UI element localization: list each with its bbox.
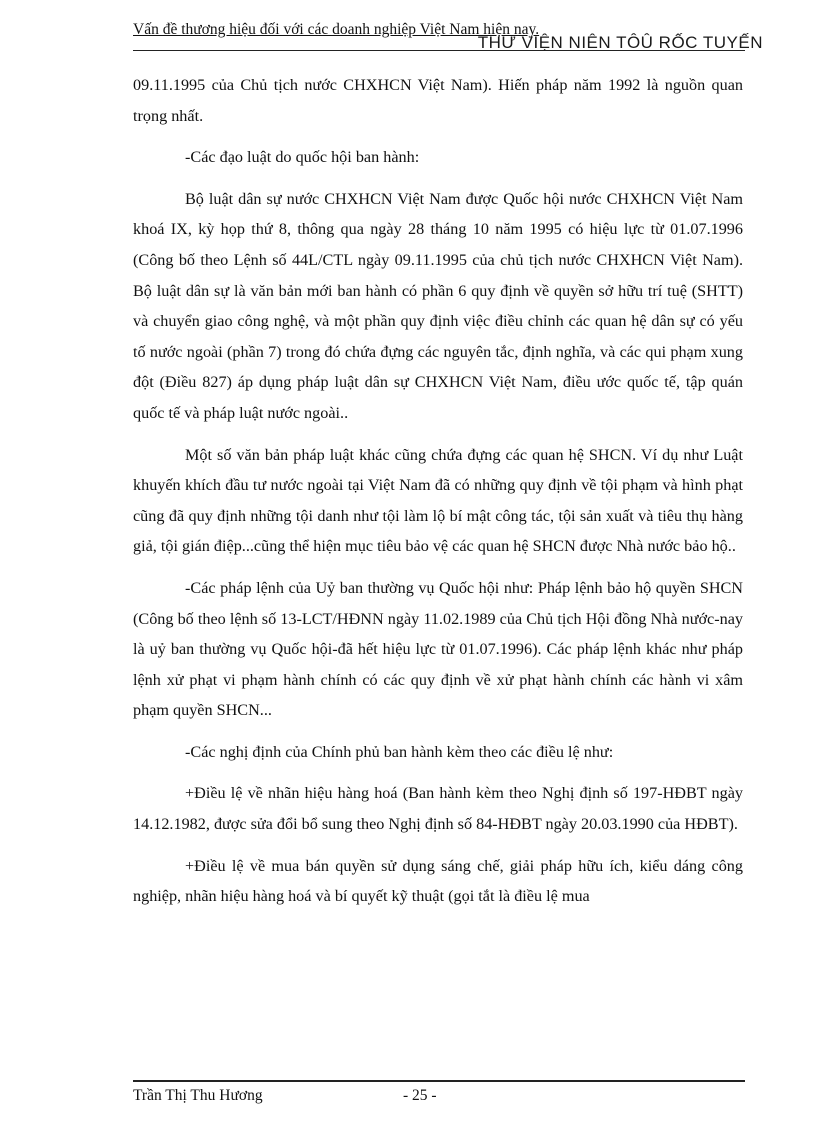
document-body <box>133 70 743 912</box>
paragraph-laws-heading: -Các đạo luật do quốc hội ban hành: <box>185 148 420 167</box>
paragraph-other-laws: Một số văn bản pháp luật khác cũng chứa đựng các quan hệ SHCN. Ví dụ như Luật khuyến khích đầu tư nước ngoài tại Việt Nam đã có những quy định về tội phạm và hình phạt cũng đã quy định những tội danh như tội làm lộ bí mật công tác, tội sản xuất và tiêu thụ hàng giả, tội gián điệp...cũng thể hiện mục tiêu bảo vệ các quan hệ SHCN được Nhà nước bảo hộ.. <box>133 445 743 556</box>
paragraph-ordinances: -Các pháp lệnh của Uỷ ban thường vụ Quốc hội như: Pháp lệnh bảo hộ quyền SHCN (Công bố theo lệnh số 13-LCT/HĐNN ngày 11.02.1989 của Chủ tịch Hội đồng Nhà nước-nay là uỷ ban thường vụ Quốc hội-đã hết hiệu lực từ 01.07.1996). Các pháp lệnh khác như pháp lệnh xử phạt vi phạm hành chính có các quy định về xử phạt hành chính các hành vi xâm phạm quyền SHCN... <box>133 578 743 720</box>
footer-rule <box>133 1080 745 1082</box>
page-footer <box>133 1080 745 1110</box>
paragraph-decrees-heading: -Các nghị định của Chính phủ ban hành kèm theo các điều lệ như: <box>185 742 614 761</box>
header-title: Vấn đề thương hiệu đối với các doanh nghiệp Việt Nam hiện nay. <box>133 21 540 38</box>
paragraph-civil-code: Bộ luật dân sự nước CHXHCN Việt Nam được Quốc hội nước CHXHCN Việt Nam khoá IX, kỳ họp thứ 8, thông qua ngày 28 tháng 10 năm 1995 có hiệu lực từ 01.07.1996 (Công bố theo Lệnh số 44L/CTL ngày 09.11.1995 của chủ tịch nước CHXHCN Việt Nam). Bộ luật dân sự là văn bản mới ban hành có phần 6 quy định về quyền sở hữu trí tuệ (SHTT) và chuyển giao công nghệ, và một phần quy định việc điều chỉnh các quan hệ dân sự có yếu tố nước ngoài (phần 7) trong đó chứa đựng các nguyên tắc, định nghĩa, và các qui phạm xung đột (Điều 827) áp dụng pháp luật dân sự CHXHCN Việt Nam, điều ước quốc tế, tập quán quốc tế và pháp luật nước ngoài.. <box>133 189 743 422</box>
header-watermark: THƯ VIỆN NIÊN TÔÛ RỐC TUYẾN <box>477 33 763 52</box>
paragraph-licensing-regulation: +Điều lệ về mua bán quyền sử dụng sáng chế, giải pháp hữu ích, kiểu dáng công nghiệp, nhãn hiệu hàng hoá và bí quyết kỹ thuật (gọi tắt là điều lệ mua <box>133 856 743 906</box>
header-rule <box>133 50 745 51</box>
footer-author: Trần Thị Thu Hương <box>133 1087 263 1104</box>
paragraph-trademark-regulation: +Điều lệ về nhãn hiệu hàng hoá (Ban hành kèm theo Nghị định số 197-HĐBT ngày 14.12.1982, được sửa đổi bổ sung theo Nghị định số 84-HĐBT ngày 20.03.1990 của HĐBT). <box>133 784 743 834</box>
paragraph-continuation: 09.11.1995 của Chủ tịch nước CHXHCN Việt Nam). Hiến pháp năm 1992 là nguồn quan trọng nhất. <box>133 76 743 125</box>
page-number: - 25 - <box>403 1087 437 1104</box>
page-header <box>133 19 763 52</box>
